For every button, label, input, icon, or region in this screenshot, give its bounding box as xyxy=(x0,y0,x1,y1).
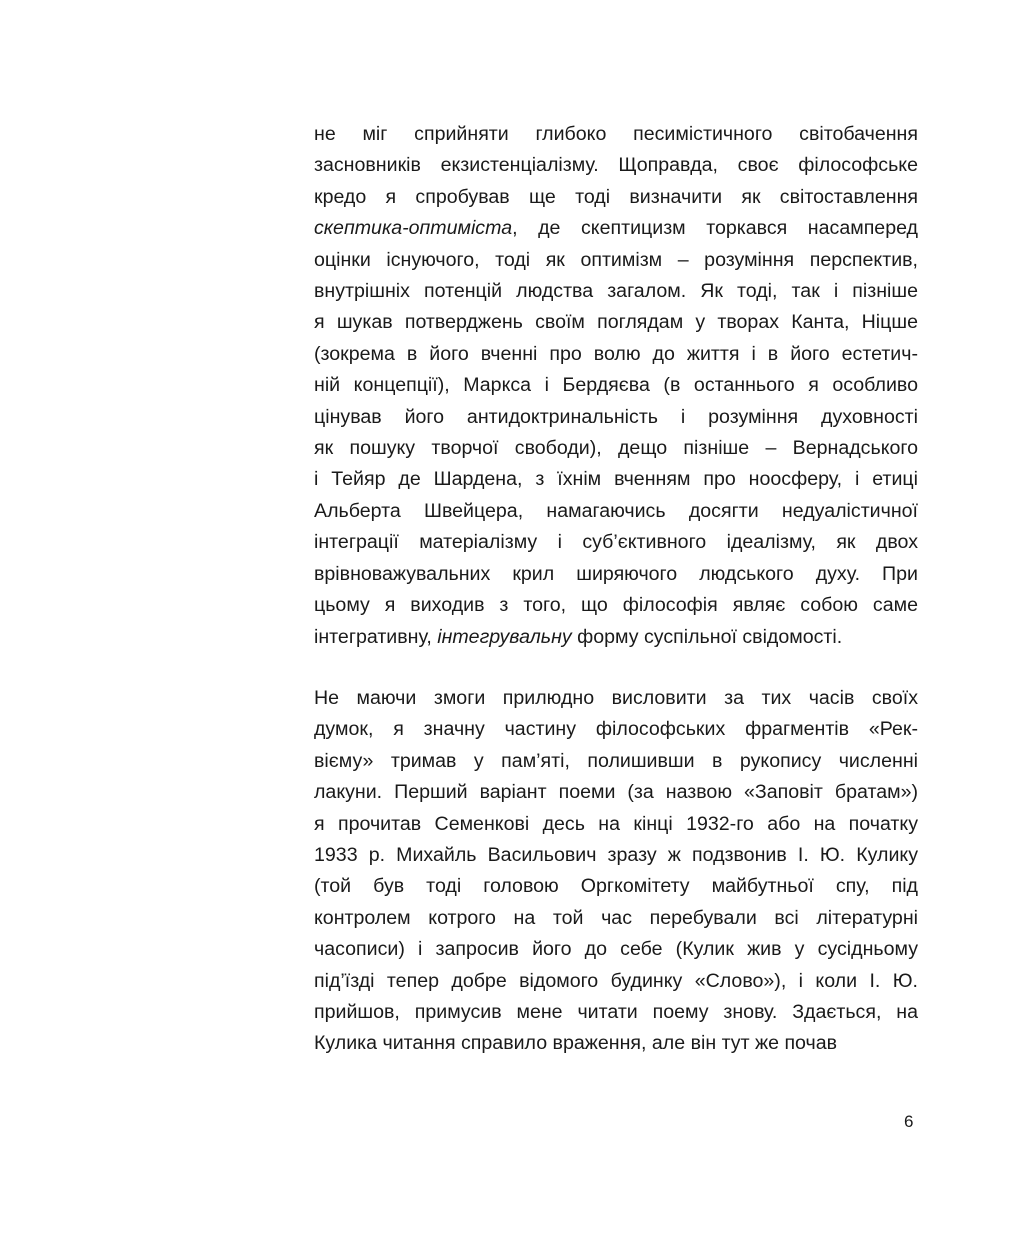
text-line xyxy=(314,871,918,902)
text-line xyxy=(314,840,918,871)
text-line xyxy=(314,559,918,590)
text-line xyxy=(314,433,918,464)
text-run: цьому я виходив з того, що філософія являє собою саме xyxy=(314,594,918,617)
text-run: вієму» тримав у пам’яті, полишивши в рукопису численні xyxy=(314,749,918,772)
text-run: 1933 р. Михайль Васильович зразу ж подзвонив І. Ю. Кулику xyxy=(314,844,918,867)
text-line xyxy=(314,119,918,150)
text-run: (той був тоді головою Оргкомітету майбутньої спу, під xyxy=(314,875,918,898)
text-line xyxy=(314,746,918,777)
text-line xyxy=(314,1028,918,1059)
text-run: контролем котрого на той час перебували всі літературні xyxy=(314,906,918,929)
text-run: не міг сприйняти глибоко песимістичного світобачення xyxy=(314,123,918,145)
text-run: , де скептицизм торкався насамперед xyxy=(512,217,918,240)
text-line xyxy=(314,496,918,527)
text-run: ній концепції), Маркса і Бердяєва (в останнього я особливо xyxy=(314,374,918,397)
text-line xyxy=(314,464,918,495)
text-line xyxy=(314,809,918,840)
text-run: під’їзді тепер добре відомого будинку «Слово»), і коли І. Ю. xyxy=(314,969,918,992)
text-line xyxy=(314,997,918,1028)
text-line xyxy=(314,276,918,307)
text-line xyxy=(314,714,918,745)
text-line xyxy=(314,182,918,213)
text-run: кредо я спробував ще тоді визначити як світоставлення xyxy=(314,185,918,208)
text-line xyxy=(314,213,918,244)
text-line xyxy=(314,622,918,653)
text-run: і Тейяр де Шардена, з їхнім вченням про ноосферу, і етиці xyxy=(314,468,918,491)
text-line xyxy=(314,903,918,934)
text-run: думок, я значну частину філософських фрагментів «Рек- xyxy=(314,718,918,741)
text-line xyxy=(314,339,918,370)
text-run: внутрішніх потенцій людства загалом. Як тоді, так і пізніше xyxy=(314,280,918,303)
text-run: інтеграції матеріалізму і суб’єктивного ідеалізму, як двох xyxy=(314,531,918,554)
paragraph-2 xyxy=(314,683,918,1060)
text-run: лакуни. Перший варіант поеми (за назвою «Заповіт братам») xyxy=(314,781,918,804)
text-line xyxy=(314,402,918,433)
text-run: Альберта Швейцера, намагаючись досягти недуалістичної xyxy=(314,499,918,522)
text-line xyxy=(314,683,918,714)
text-run: Кулика читання справило враження, але він тут же почав xyxy=(314,1032,838,1055)
page-number: 6 xyxy=(904,1112,914,1131)
text-run: цінував його антидоктринальність і розуміння духовності xyxy=(314,405,918,428)
text-run: (зокрема в його вченні про волю до життя і в його естетич- xyxy=(314,342,918,365)
text-line xyxy=(314,934,918,965)
text-line xyxy=(314,245,918,276)
text-line xyxy=(314,370,918,401)
text-run: я прочитав Семенкові десь на кінці 1932-го або на початку xyxy=(314,812,918,835)
text-run: часописи) і запросив його до себе (Кулик жив у сусідньому xyxy=(314,938,918,961)
text-run: Не маючи змоги прилюдно висловити за тих часів своїх xyxy=(314,687,918,709)
text-run: засновників екзистенціалізму. Щоправда, своє філософське xyxy=(314,154,918,177)
text-run: оцінки існуючого, тоді як оптимізм – розуміння перспектив, xyxy=(314,248,918,271)
text-line xyxy=(314,777,918,808)
paragraph-1 xyxy=(314,119,918,653)
text-run: врівноважувальних крил ширяючого людського духу. При xyxy=(314,562,918,585)
text-run: форму суспільної свідомості. xyxy=(571,625,843,648)
text-run: як пошуку творчої свободи), дещо пізніше – Вернадського xyxy=(314,437,918,460)
text-line xyxy=(314,590,918,621)
text-line xyxy=(314,150,918,181)
text-run: я шукав потверджень своїм поглядам у творах Канта, Ніцше xyxy=(314,311,918,334)
text-line xyxy=(314,527,918,558)
italic-text: інтегрувальну xyxy=(437,625,572,648)
text-line xyxy=(314,966,918,997)
text-line xyxy=(314,307,918,338)
italic-text: скептика-оптиміста xyxy=(314,217,513,240)
text-run: інтегративну, xyxy=(314,625,438,648)
text-run: прийшов, примусив мене читати поему знову. Здається, на xyxy=(314,1001,918,1024)
